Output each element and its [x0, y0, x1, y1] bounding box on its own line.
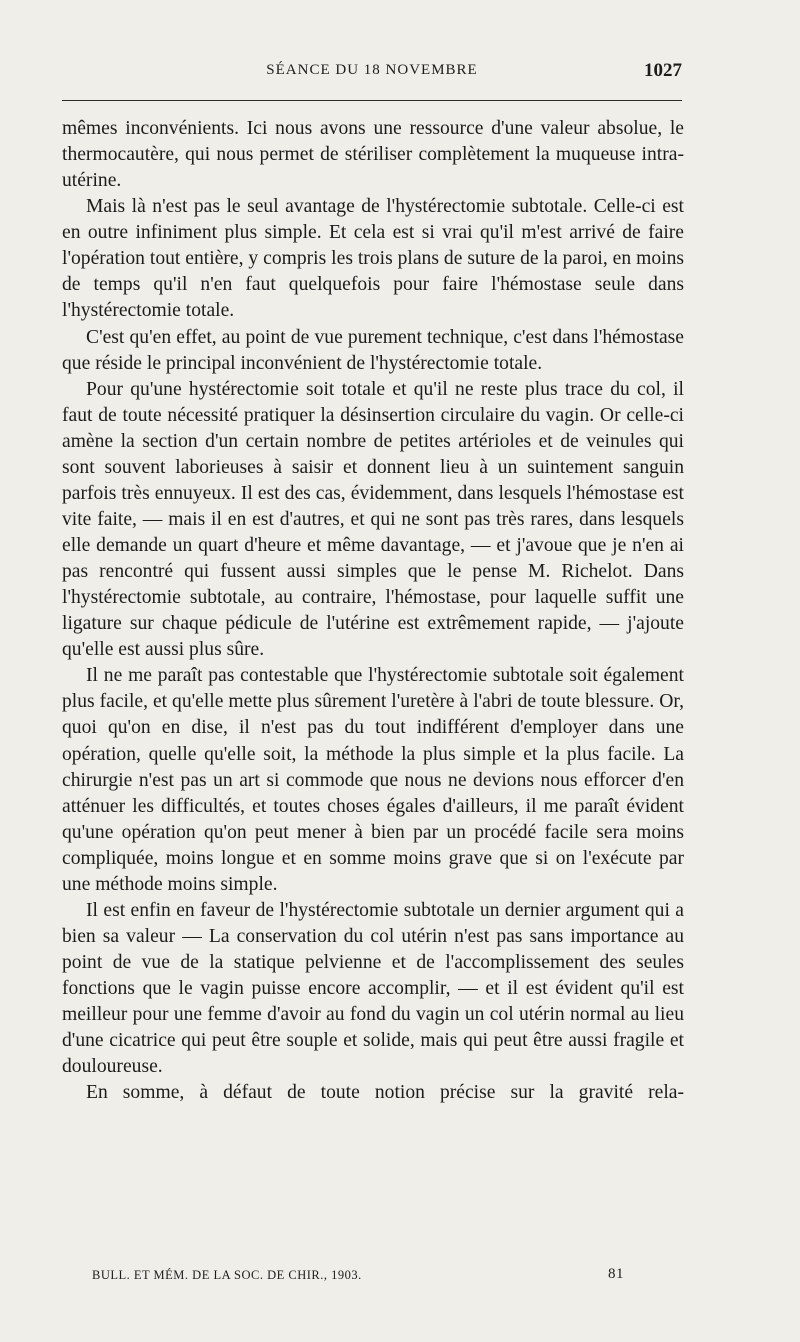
- paragraph-continued: mêmes inconvénients. Ici nous avons une ressource d'une valeur absolue, le thermocautère, qui nous permet de stériliser complètement la muqueuse intra-utérine.: [62, 118, 684, 192]
- paragraph: Pour qu'une hystérectomie soit totale et qu'il ne reste plus trace du col, il faut de toute nécessité pratiquer la désinsertion circulaire du vagin. Or celle-ci amène la section d'un certain nombre de petites artérioles et de veinules qui sont souvent laborieuses à saisir et donnent lieu à un suintement sanguin parfois très ennuyeux. Il est des cas, évidemment, dans lesquels l'hémostase est vite faite, — mais il en est d'autres, et qui ne sont pas très rares, dans lesquels elle demande un quart d'heure et même davantage, — et j'avoue que je n'en ai pas rencontré qui fussent aussi simples que le pense M. Richelot. Dans l'hystérectomie subtotale, au contraire, l'hémostase, pour laquelle suffit une ligature sur chaque pédicule de l'utérine est extrêmement rapide, — j'ajoute qu'elle est aussi plus sûre.: [62, 378, 684, 661]
- paragraph: Il est enfin en faveur de l'hystérectomie subtotale un dernier argument qui a bien sa valeur — La conservation du col utérin n'est pas sans importance au point de vue de la statique pelvienne et de l'accomplissement des seules fonctions que le vagin puisse encore accomplir, — et il est évident qu'il est meilleur pour une femme d'avoir au fond du vagin un col utérin normal au lieu d'une cicatrice qui peut être souple et solide, mais qui peut être aussi fragile et douloureuse.: [62, 899, 684, 1078]
- page-header: [62, 60, 682, 88]
- page-number: 1027: [644, 60, 682, 81]
- paragraph: Il ne me paraît pas contestable que l'hystérectomie subtotale soit également plus facile, et qu'elle mette plus sûrement l'uretère à l'abri de toute blessure. Or, quoi qu'on en dise, il n'est pas du tout indifférent d'employer dans une opération, quelle qu'elle soit, la méthode la plus simple et la plus facile. La chirurgie n'est pas un art si commode que nous ne devions nous efforcer d'en atténuer les difficultés, et toutes choses égales d'ailleurs, il me paraît évident qu'une opération qu'on peut mener à bien par un procédé facile sera moins compliquée, moins longue et en somme moins grave que si on l'exécute par une méthode moins simple.: [62, 665, 684, 895]
- paragraph: C'est qu'en effet, au point de vue purement technique, c'est dans l'hémostase que réside le principal inconvénient de l'hystérectomie totale.: [62, 326, 684, 374]
- footer-source: BULL. ET MÉM. DE LA SOC. DE CHIR., 1903.: [92, 1268, 362, 1282]
- running-title: SÉANCE DU 18 NOVEMBRE: [266, 62, 478, 78]
- body-text: [62, 116, 684, 1106]
- paragraph: Mais là n'est pas le seul avantage de l'hystérectomie subtotale. Celle-ci est en outre infiniment plus simple. Et cela est si vrai qu'il m'est arrivé de faire l'opération tout entière, y compris les trois plans de suture de la paroi, en moins de temps qu'il n'en faut quelquefois pour faire l'hémostase seule dans l'hystérectomie totale.: [62, 196, 684, 322]
- header-rule: [62, 100, 682, 101]
- footer-signature: 81: [608, 1266, 624, 1282]
- paragraph-last: En somme, à défaut de toute notion précise sur la gravité rela-: [86, 1082, 684, 1104]
